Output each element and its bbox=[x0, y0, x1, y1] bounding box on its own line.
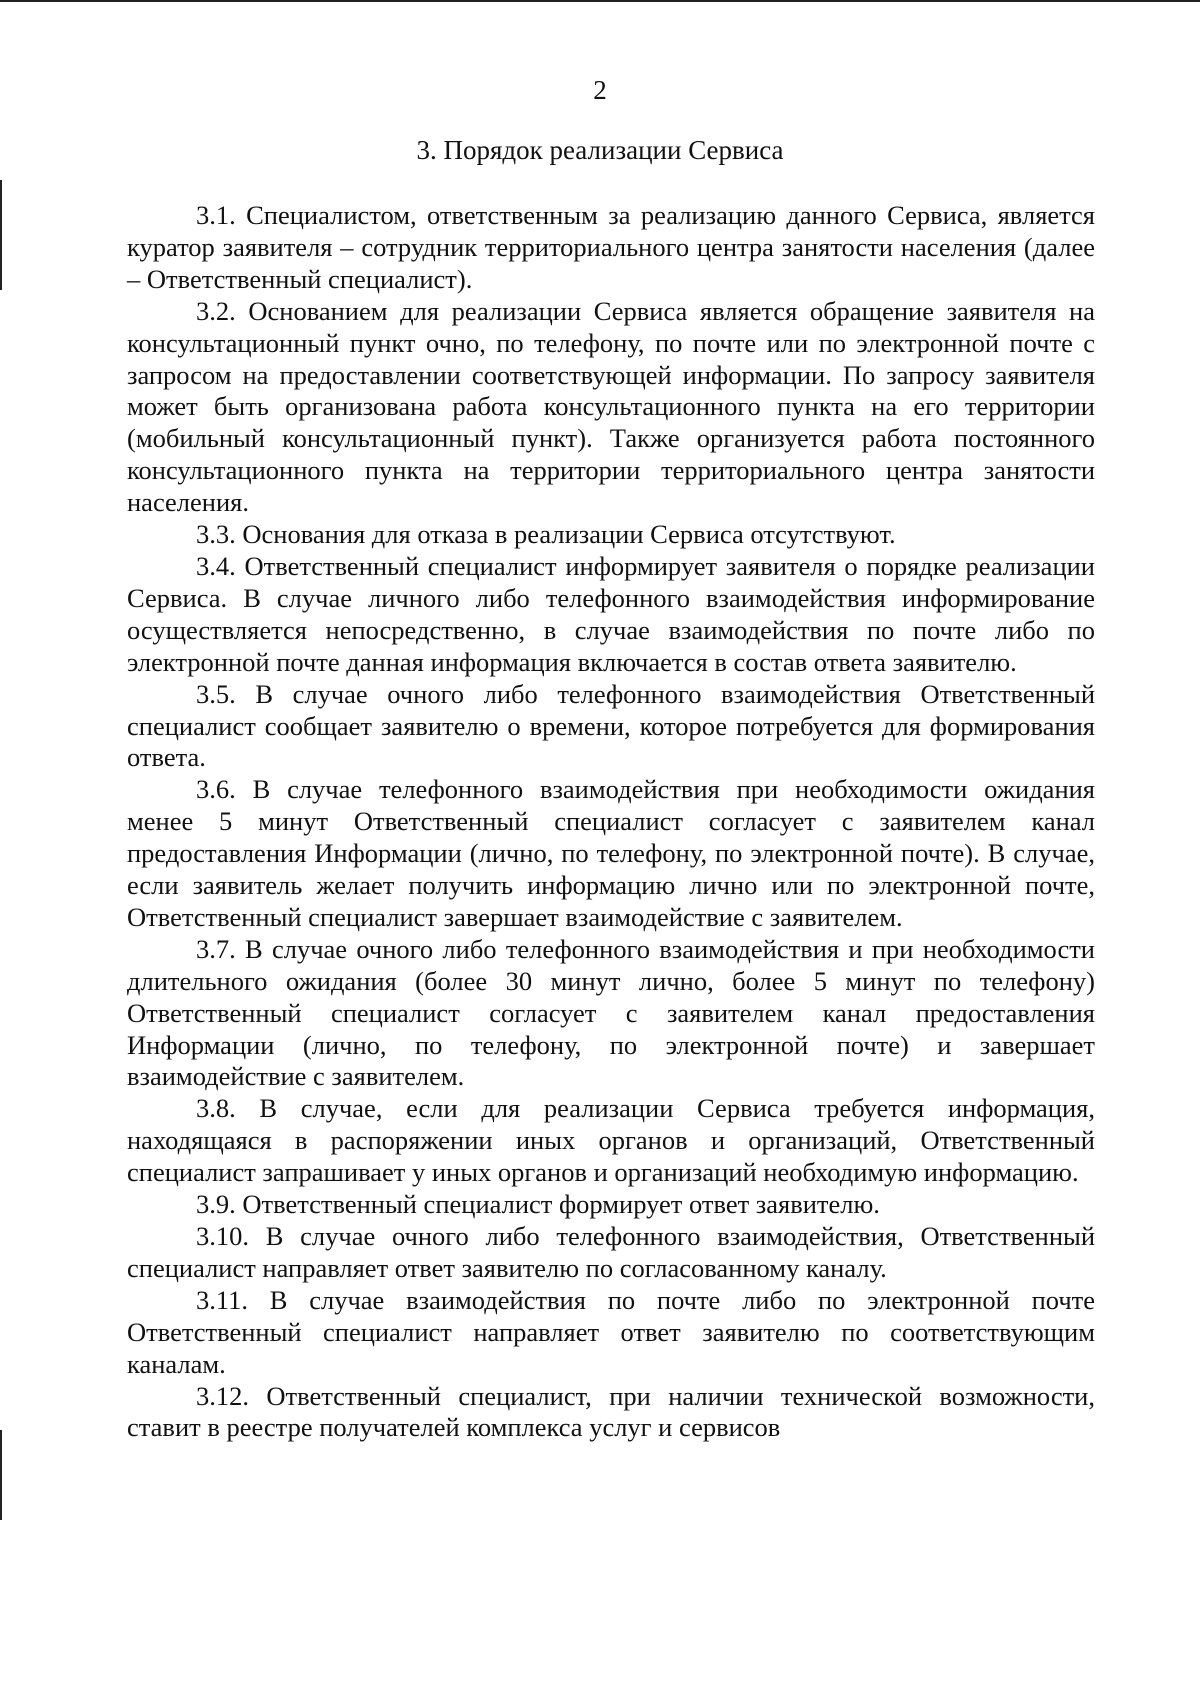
paragraph-3-12: 3.12. Ответственный специалист, при наличии технической возможности, ставит в реестре получателей комплекса услуг и сервисов bbox=[127, 1380, 1095, 1443]
page-number: 2 bbox=[593, 75, 607, 105]
paragraph-3-8: 3.8. В случае, если для реализации Сервиса требуется информация, находящаяся в распоряжении иных органов и организаций, Ответственный специалист запрашивает у иных органов и организаций необходимую информацию. bbox=[127, 1093, 1095, 1188]
scan-edge-mark bbox=[0, 1430, 2, 1520]
paragraph-3-4: 3.4. Ответственный специалист информирует заявителя о порядке реализации Сервиса. В случае личного либо телефонного взаимодействия информирование осуществляется непосредственно, в случае взаимодействия по почте либо по электронной почте данная информация включается в состав ответа заявителю. bbox=[127, 550, 1095, 677]
paragraph-3-10: 3.10. В случае очного либо телефонного взаимодействия, Ответственный специалист направляет ответ заявителю по согласованному каналу. bbox=[127, 1221, 1095, 1283]
paragraph-3-5: 3.5. В случае очного либо телефонного взаимодействия Ответственный специалист сообщает заявителю о времени, которое потребуется для формирования ответа. bbox=[127, 678, 1095, 773]
paragraph-3-2: 3.2. Основанием для реализации Сервиса является обращение заявителя на консультационный пункт очно, по телефону, по почте или по электронной почте с запросом на предоставлении соответствующей информации. По запросу заявителя может быть организована работа консультационного пункта на его территории (мобильный консультационный пункт). Также организуется работа постоянного консультационного пункта на территории территориального центра занятости населения. bbox=[127, 295, 1095, 518]
scan-top-border bbox=[0, 0, 1200, 2]
document-body bbox=[127, 200, 1095, 1444]
paragraph-3-7: 3.7. В случае очного либо телефонного взаимодействия и при необходимости длительного ожидания (более 30 минут лично, более 5 минут по телефону) Ответственный специалист согласует с заявителем канал предоставления Информации (лично, по телефону, по электронной почте) и завершает взаимодействие с заявителем. bbox=[127, 933, 1095, 1092]
paragraph-3-1: 3.1. Специалистом, ответственным за реализацию данного Сервиса, является куратор заявителя – сотрудник территориального центра занятости населения (далее – Ответственный специалист). bbox=[127, 200, 1095, 294]
paragraph-3-6: 3.6. В случае телефонного взаимодействия при необходимости ожидания менее 5 минут Ответственный специалист согласует с заявителем канал предоставления Информации (лично, по телефону, по электронной почте). В случае, если заявитель желает получить информацию лично или по электронной почте, Ответственный специалист завершает взаимодействие с заявителем. bbox=[127, 774, 1095, 932]
paragraph-3-3: 3.3. Основания для отказа в реализации Сервиса отсутствуют. bbox=[196, 519, 896, 550]
scan-edge-mark bbox=[0, 180, 2, 290]
paragraph-3-11: 3.11. В случае взаимодействия по почте либо по электронной почте Ответственный специалист направляет ответ заявителю по соответствующим каналам. bbox=[127, 1284, 1095, 1379]
paragraph-3-9: 3.9. Ответственный специалист формирует ответ заявителю. bbox=[196, 1189, 880, 1220]
section-title: 3. Порядок реализации Сервиса bbox=[416, 135, 784, 165]
